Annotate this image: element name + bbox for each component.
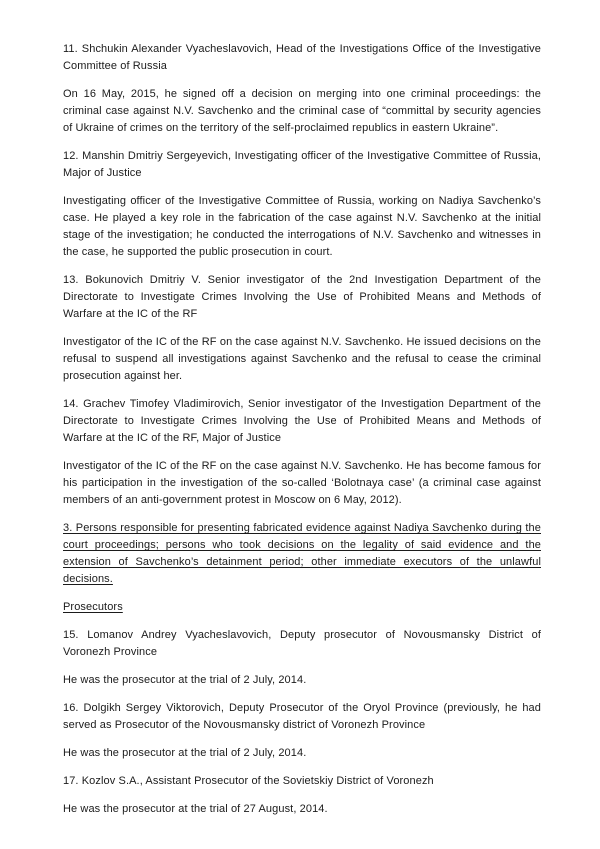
- entry-13-heading: 13. Bokunovich Dmitriy V. Senior investigator of the 2nd Investigation Department of the Directorate to Investigate Crimes Involving the Use of Prohibited Means and Methods of Warfare at the IC of the RF: [63, 274, 541, 320]
- entry-16-heading: 16. Dolgikh Sergey Viktorovich, Deputy Prosecutor of the Oryol Province (previously, he had served as Prosecutor of the Novousmansky district of Voronezh Province: [63, 702, 541, 731]
- entry-15-heading: 15. Lomanov Andrey Vyacheslavovich, Deputy prosecutor of Novousmansky District of Voronezh Province: [63, 629, 541, 658]
- entry-15-body: He was the prosecutor at the trial of 2 July, 2014.: [63, 674, 307, 686]
- entry-14-body: Investigator of the IC of the RF on the case against N.V. Savchenko. He has become famous for his participation in the investigation of the so-called ‘Bolotnaya case’ (a criminal case against members of an anti-government protest in Moscow on 6 May, 2012).: [63, 460, 541, 506]
- entry-17-body: He was the prosecutor at the trial of 27 August, 2014.: [63, 803, 328, 815]
- subsection-prosecutors-heading: Prosecutors: [63, 601, 123, 613]
- entry-14-heading: 14. Grachev Timofey Vladimirovich, Senior investigator of the Investigation Department of the Directorate to Investigate Crimes Involving the Use of Prohibited Means and Methods of Warfare at the IC of the RF, Major of Justice: [63, 398, 541, 444]
- section-3-heading: 3. Persons responsible for presenting fabricated evidence against Nadiya Savchenko during the court proceedings; persons who took decisions on the legality of said evidence and the extension of Savchenko’s detainment period; other immediate executors of the unlawful decisions.: [63, 522, 541, 585]
- entry-13-body: Investigator of the IC of the RF on the case against N.V. Savchenko. He issued decisions on the refusal to suspend all investigations against Savchenko and the refusal to cease the criminal prosecution against her.: [63, 336, 541, 382]
- entry-11-heading: 11. Shchukin Alexander Vyacheslavovich, Head of the Investigations Office of the Investigative Committee of Russia: [63, 43, 541, 72]
- entry-16-body: He was the prosecutor at the trial of 2 July, 2014.: [63, 747, 307, 759]
- entry-12-body: Investigating officer of the Investigative Committee of Russia, working on Nadiya Savchenko’s case. He played a key role in the fabrication of the case against N.V. Savchenko at the initial stage of the investigation; he conducted the interrogations of N.V. Savchenko and witnesses in the case, he supported the public prosecution in court.: [63, 195, 541, 258]
- document-body: [63, 41, 541, 818]
- entry-17-heading: 17. Kozlov S.A., Assistant Prosecutor of the Sovietskiy District of Voronezh: [63, 775, 434, 787]
- entry-12-heading: 12. Manshin Dmitriy Sergeyevich, Investigating officer of the Investigative Committee of Russia, Major of Justice: [63, 150, 541, 179]
- entry-11-body: On 16 May, 2015, he signed off a decision on merging into one criminal proceedings: the criminal case against N.V. Savchenko and the criminal case of “committal by security agencies of Ukraine of crimes on the territory of the self-proclaimed republics in eastern Ukraine”.: [63, 88, 541, 134]
